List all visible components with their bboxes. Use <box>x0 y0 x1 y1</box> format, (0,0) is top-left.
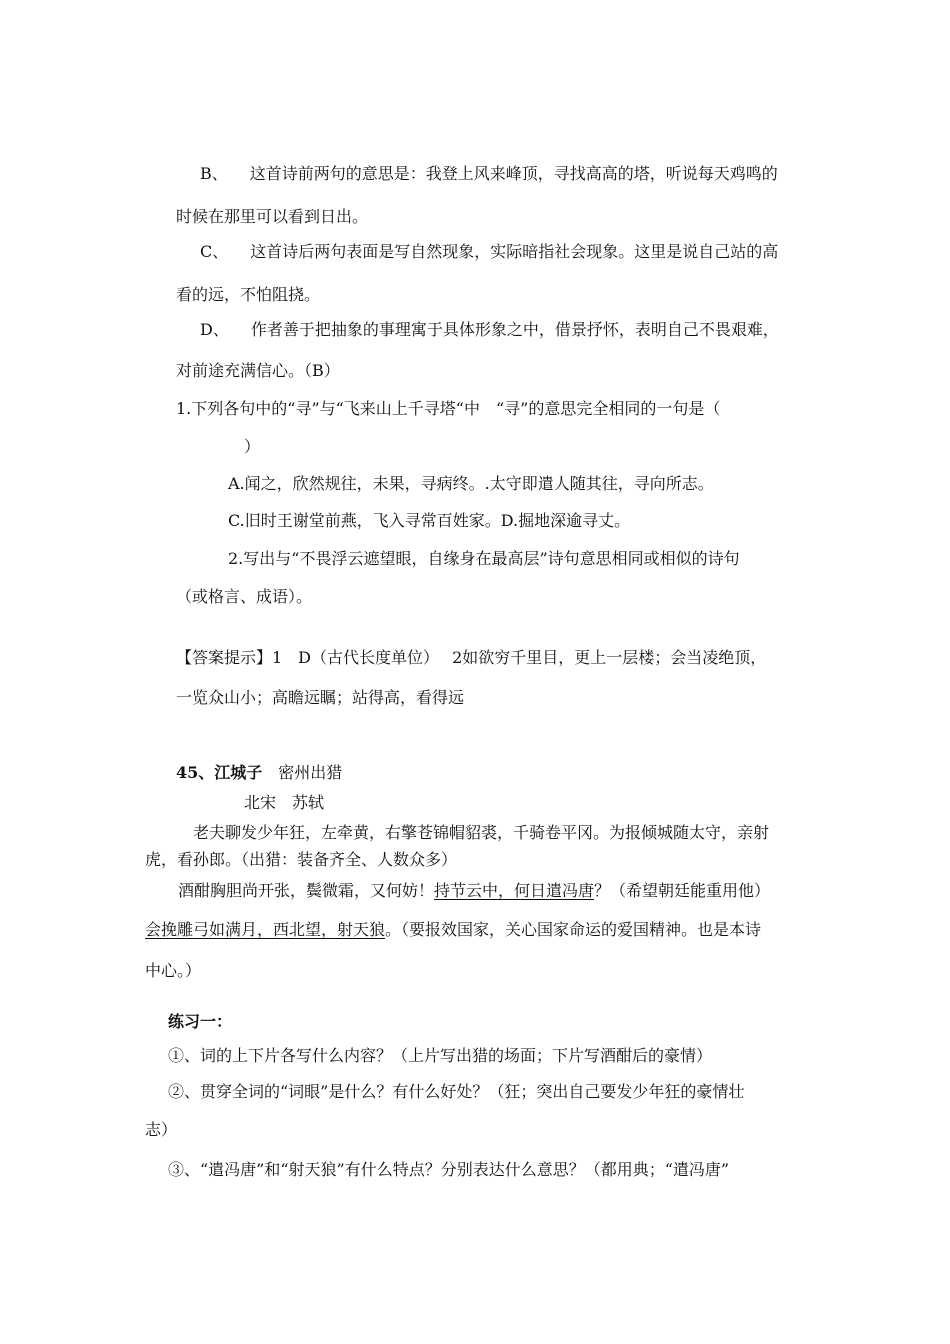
option-d-line-1 <box>200 320 779 340</box>
exercise-item-1: ①、词的上下片各写什么内容？（上片写出猎的场面；下片写酒酣后的豪情） <box>168 1046 713 1065</box>
question-1-option-cd: C.旧时王谢堂前燕，飞入寻常百姓家。D.掘地深逾寻丈。 <box>228 511 631 530</box>
question-1-option-a: A.闻之，欣然规往，未果，寻病终。.太守即遣人随其往，寻向所志。 <box>228 474 714 493</box>
poem-text-3-post: ？（希望朝廷能重用他） <box>594 881 771 900</box>
exercise-title: 练习一： <box>168 1012 233 1031</box>
option-c-label: C、 <box>200 242 229 261</box>
question-1-stem-close: ） <box>244 437 261 456</box>
option-b-line-2: 时候在那里可以看到日出。 <box>176 207 369 226</box>
poem-text-line-5: 中心。） <box>145 961 202 980</box>
poem-text-3-underlined: 持节云中，何日遣冯唐 <box>434 881 595 900</box>
option-c-text: 这首诗后两句表面是写自然现象，实际暗指社会现象。这里是说自己站的高 <box>250 242 779 261</box>
option-c-line-1 <box>200 242 778 262</box>
poem-title: 45、江城子 <box>176 763 263 782</box>
option-b-text: 这首诗前两句的意思是：我登上风来峰顶，寻找高高的塔，听说每天鸡鸣的 <box>249 164 778 183</box>
exercise-item-3: ③、“遣冯唐”和“射天狼”有什么特点？分别表达什么意思？（都用典；“遣冯唐” <box>168 1160 730 1179</box>
option-d-text: 作者善于把抽象的事理寓于具体形象之中，借景抒怀，表明自己不畏艰难， <box>250 320 779 339</box>
answer-hint-line-1: 【答案提示】1 D（古代长度单位） 2如欲穷千里目，更上一层楼；会当凌绝顶， <box>176 648 767 667</box>
poem-text-line-4 <box>145 920 761 940</box>
question-2-stem-cont: （或格言、成语）。 <box>176 587 313 606</box>
poem-text-line-2: 虎，看孙郎。（出猎：装备齐全、人数众多） <box>145 850 458 869</box>
option-b-line-1 <box>200 164 778 184</box>
poem-subtitle: 密州出猎 <box>278 763 343 782</box>
poem-text-4-underlined: 会挽雕弓如满月，西北望，射天狼 <box>145 920 386 939</box>
exercise-item-2: ②、贯穿全词的“词眼”是什么？有什么好处？（狂；突出自己要发少年狂的豪情壮 <box>168 1082 745 1101</box>
poem-dynasty: 北宋 <box>244 793 277 812</box>
question-1-stem: 1.下列各句中的“寻”与“飞来山上千寻塔“中 “寻”的意思完全相同的一句是（ <box>176 399 721 418</box>
question-2-stem: 2.写出与“不畏浮云遮望眼，自缘身在最高层”诗句意思相同或相似的诗句 <box>228 549 740 568</box>
poem-text-4-post: 。（要报效国家，关心国家命运的爱国精神。也是本诗 <box>385 920 762 939</box>
poem-author-line <box>244 793 324 813</box>
option-c-line-2: 看的远，不怕阻挠。 <box>176 285 321 304</box>
poem-author: 苏轼 <box>292 793 325 812</box>
option-d-line-2: 对前途充满信心。（B） <box>176 361 340 380</box>
option-d-label: D、 <box>200 320 229 339</box>
poem-text-line-3 <box>178 881 770 901</box>
answer-hint-line-2: 一览众山小；高瞻远瞩；站得高，看得远 <box>176 688 465 707</box>
poem-text-line-1: 老夫聊发少年狂，左牵黄，右擎苍锦帽貂裘，千骑卷平冈。为报倾城随太守，亲射 <box>193 823 770 842</box>
exercise-item-2-cont: 志） <box>145 1120 178 1139</box>
option-b-label: B、 <box>200 164 228 183</box>
poem-heading <box>176 763 342 783</box>
poem-text-3-pre: 酒酣胸胆尚开张，鬓微霜，又何妨！ <box>178 881 435 900</box>
